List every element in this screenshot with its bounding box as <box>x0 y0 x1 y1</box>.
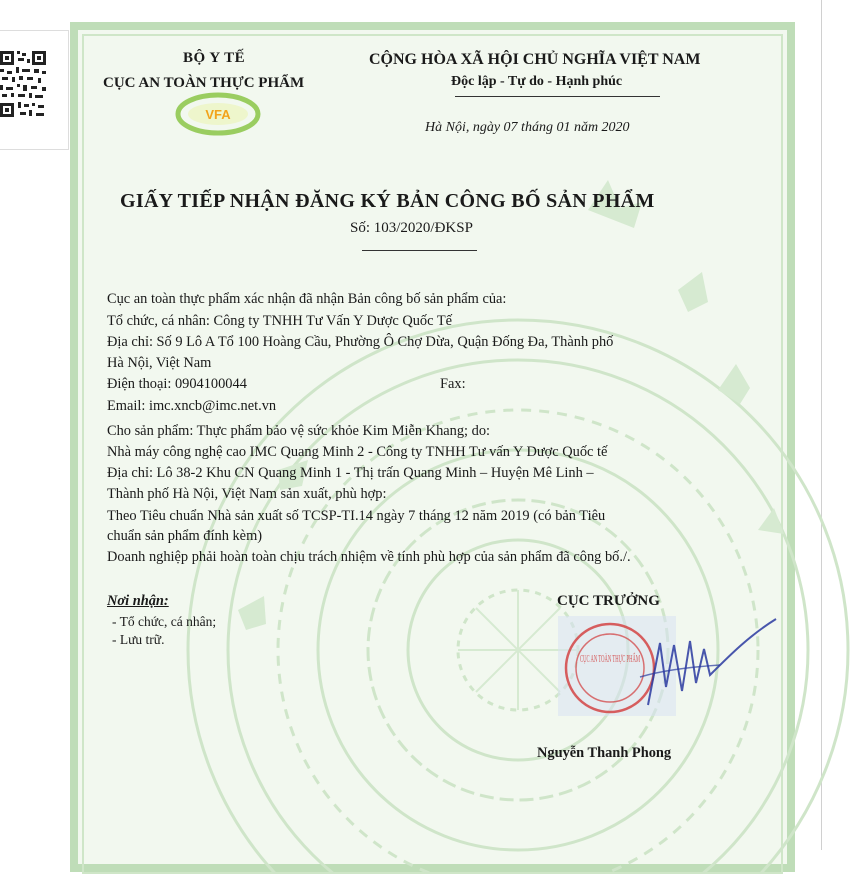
body-line: chuẩn sản phẩm đính kèm) <box>107 528 263 544</box>
recipients-heading: Nơi nhận: <box>107 593 169 609</box>
vfa-logo-icon <box>173 88 263 136</box>
body-line: Địa chỉ: Số 9 Lô A Tổ 100 Hoàng Cầu, Phường Ô Chợ Dừa, Quận Đống Đa, Thành phố <box>107 334 614 350</box>
fax-line: Fax: <box>440 376 466 392</box>
recipient-item: - Tổ chức, cá nhân; <box>112 614 217 629</box>
number-underline <box>362 250 477 251</box>
republic-heading: CỘNG HÒA XÃ HỘI CHỦ NGHĨA VIỆT NAM <box>369 51 701 68</box>
body-line: Địa chỉ: Lô 38-2 Khu CN Quang Minh 1 - Thị trấn Quang Minh – Huyện Mê Linh – <box>107 465 594 481</box>
body-line: Doanh nghiệp phải hoàn toàn chịu trách nhiệm về tính phù hợp của sản phẩm đã công bố./. <box>107 549 631 565</box>
qr-code <box>0 30 69 150</box>
handwritten-signature-icon <box>600 605 780 715</box>
issue-date: Hà Nội, ngày 07 tháng 01 năm 2020 <box>425 120 630 135</box>
department-name: CỤC AN TOÀN THỰC PHẨM <box>103 75 305 91</box>
certificate-number: Số: 103/2020/ĐKSP <box>350 220 473 236</box>
ministry-name: BỘ Y TẾ <box>183 50 246 66</box>
logo-text: VFA <box>205 107 231 122</box>
body-line: Theo Tiêu chuẩn Nhà sản xuất số TCSP-TI.14 ngày 7 tháng 12 năm 2019 (có bản Tiêu <box>107 508 606 524</box>
body-line: Cho sản phẩm: Thực phẩm bảo vệ sức khỏe Kim Miễn Khang; do: <box>107 423 491 439</box>
body-line: Hà Nội, Việt Nam <box>107 355 212 371</box>
signer-name: Nguyễn Thanh Phong <box>537 745 672 761</box>
motto-underline <box>455 96 660 97</box>
qr-code-icon <box>0 47 48 121</box>
certificate-title: GIẤY TIẾP NHẬN ĐĂNG KÝ BẢN CÔNG BỐ SẢN PHẨM <box>120 190 655 212</box>
body-line: Thành phố Hà Nội, Việt Nam sản xuất, phù hợp: <box>107 486 387 502</box>
signer-title: CỤC TRƯỞNG <box>557 593 660 609</box>
body-line: Nhà máy công nghệ cao IMC Quang Minh 2 - Công ty TNHH Tư vấn Y Dược Quốc tế <box>107 444 608 460</box>
page-edge-divider <box>821 0 822 850</box>
body-line: Cục an toàn thực phẩm xác nhận đã nhận Bản công bố sản phẩm của: <box>107 291 507 307</box>
body-line: Tổ chức, cá nhân: Công ty TNHH Tư Vấn Y Dược Quốc Tế <box>107 313 453 329</box>
phone-line: Điện thoại: 0904100044 <box>107 376 247 392</box>
email-line: Email: imc.xncb@imc.net.vn <box>107 398 277 414</box>
national-motto: Độc lập - Tự do - Hạnh phúc <box>451 74 623 89</box>
recipient-item: - Lưu trữ. <box>112 632 165 647</box>
